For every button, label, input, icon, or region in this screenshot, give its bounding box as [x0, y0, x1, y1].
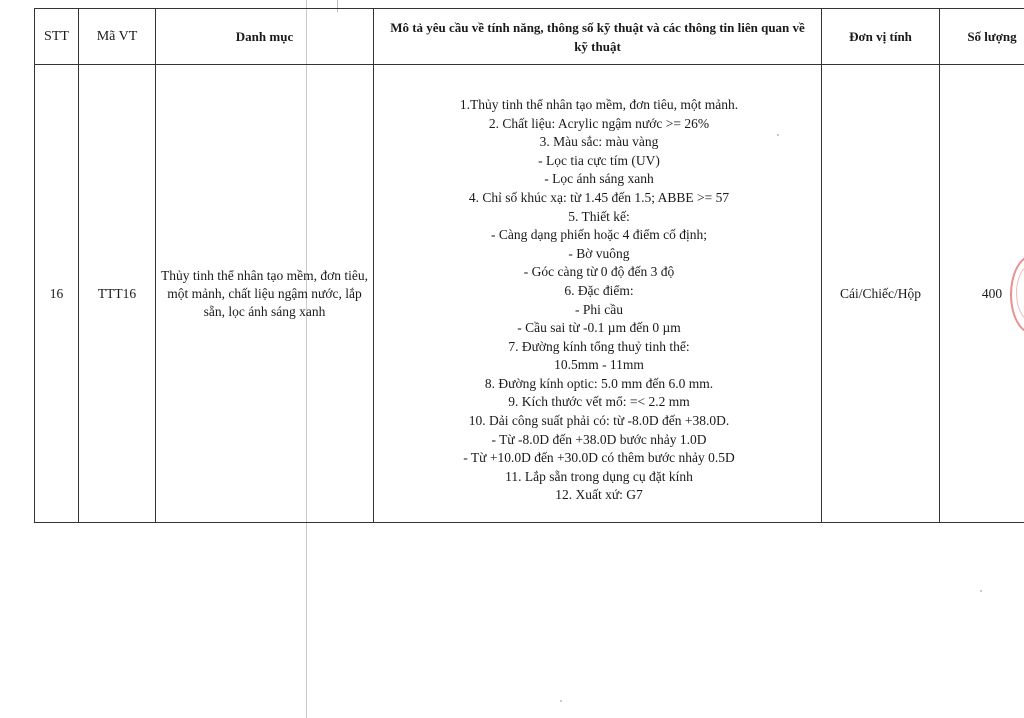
- scan-speck: [777, 134, 779, 136]
- desc-line: 6. Đặc điểm:: [564, 282, 634, 298]
- desc-line: 9. Kích thước vết mổ: =< 2.2 mm: [508, 394, 690, 410]
- header-don-vi: Đơn vị tính: [822, 9, 940, 65]
- desc-line: - Cầu sai từ -0.1 µm đến 0 µm: [517, 320, 681, 336]
- desc-line: 10. Dải công suất phải có: từ -8.0D đến +38.0D.: [468, 413, 730, 429]
- spec-table: [34, 8, 1024, 523]
- cell-so-luong: 400: [940, 65, 1024, 523]
- header-ma-vt: Mã VT: [79, 9, 156, 65]
- cell-ma-vt: TTT16: [79, 65, 156, 523]
- desc-line: - Góc càng từ 0 độ đến 3 độ: [523, 264, 675, 280]
- scan-speck: [980, 590, 982, 592]
- cell-stt: 16: [35, 65, 79, 523]
- desc-line: - Từ +10.0D đến +30.0D có thêm bước nhảy 0.5D: [463, 450, 735, 466]
- desc-line: - Lọc ánh sáng xanh: [544, 171, 654, 187]
- desc-line: 11. Lắp sẵn trong dụng cụ đặt kính: [505, 468, 693, 484]
- desc-line: - Càng dạng phiến hoặc 4 điểm cố định;: [491, 227, 707, 243]
- header-stt: STT: [35, 9, 79, 65]
- desc-line: - Từ -8.0D đến +38.0D bước nhảy 1.0D: [491, 431, 707, 447]
- header-row: [35, 9, 1024, 65]
- desc-line: 10.5mm - 11mm: [554, 357, 644, 373]
- desc-line: 5. Thiết kế:: [568, 208, 630, 224]
- desc-line: 8. Đường kính optic: 5.0 mm đến 6.0 mm.: [484, 375, 714, 391]
- desc-line: 7. Đường kính tổng thuỷ tinh thể:: [508, 338, 690, 354]
- desc-line: - Phi cầu: [575, 301, 623, 317]
- header-so-luong: Số lượng: [940, 9, 1024, 65]
- header-danh-muc: Danh mục: [156, 9, 374, 65]
- desc-line: 4. Chỉ số khúc xạ: từ 1.45 đến 1.5; ABBE >= 57: [468, 189, 730, 205]
- desc-line: 3. Màu sắc: màu vàng: [539, 134, 659, 150]
- desc-line: - Lọc tia cực tím (UV): [538, 152, 660, 168]
- cell-don-vi: Cái/Chiếc/Hộp: [822, 65, 940, 523]
- desc-line: 1.Thủy tinh thể nhân tạo mềm, đơn tiêu, một mảnh.: [459, 96, 739, 112]
- scan-speck: [560, 700, 562, 702]
- desc-line: 2. Chất liệu: Acrylic ngậm nước >= 26%: [488, 115, 710, 131]
- cell-mo-ta: [374, 65, 822, 523]
- cell-danh-muc: Thủy tinh thể nhân tạo mềm, đơn tiêu, một mảnh, chất liệu ngậm nước, lắp sẵn, lọc ánh sáng xanh: [156, 65, 374, 523]
- header-mo-ta: Mô tả yêu cầu về tính năng, thông số kỹ thuật và các thông tin liên quan về kỹ thuật: [374, 9, 822, 65]
- table-row: [35, 65, 1024, 523]
- desc-line: - Bờ vuông: [568, 245, 630, 261]
- desc-line: 12. Xuất xứ: G7: [555, 487, 643, 503]
